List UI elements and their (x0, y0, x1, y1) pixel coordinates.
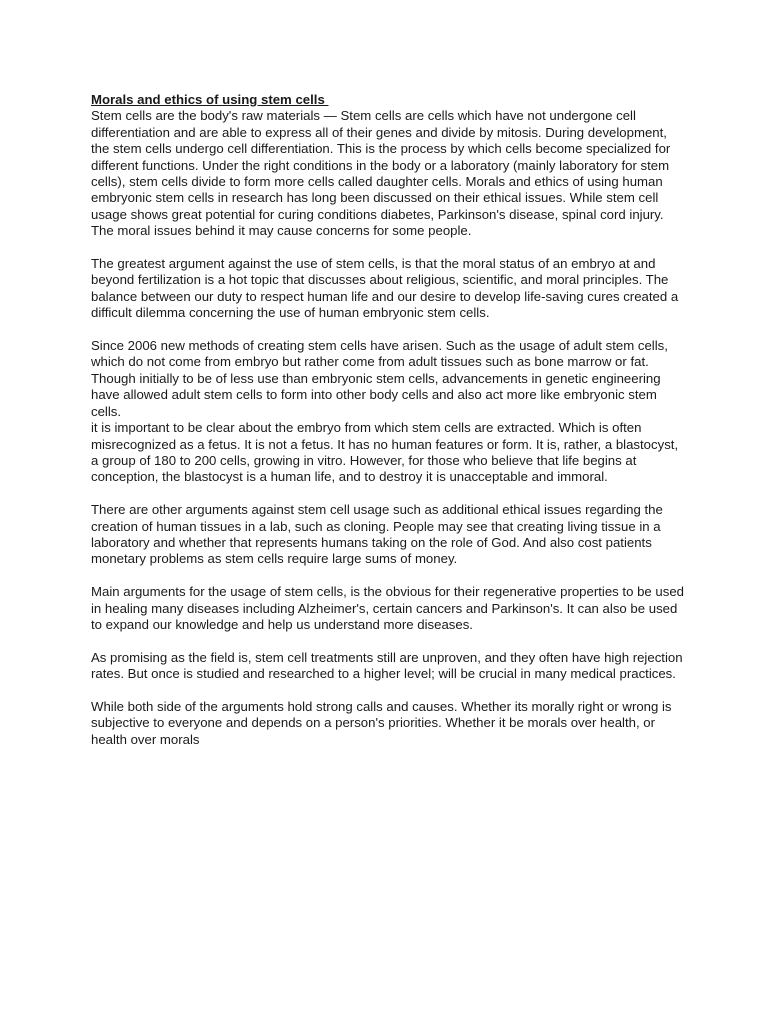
paragraph-promising: As promising as the field is, stem cell treatments still are unproven, and they often have high rejection rates. But once is studied and researched to a higher level; will be crucial in many medical practices. (91, 649, 683, 682)
paragraph-greatest-argument: The greatest argument against the use of stem cells, is that the moral status of an embryo at and beyond fertilization is a hot topic that discusses about religious, scientific, and moral principles. The balance between our duty to respect human life and our desire to develop life-saving cures created a difficult dilemma concerning the use of human embryonic stem cells. (91, 256, 679, 321)
paragraph-intro: Stem cells are the body's raw materials — Stem cells are cells which have not undergone cell differentiation and are able to express all of their genes and divide by mitosis. During development, the stem cells undergo cell differentiation. This is the process by which cells become specialized for different functions. Under the right conditions in the body or a laboratory (mainly laboratory for stem cells), stem cells divide to form more cells called daughter cells. Morals and ethics of using human embryonic stem cells in research has long been discussed on their ethical issues. While stem cell usage shows great potential for curing conditions diabetes, Parkinson's disease, spinal cord injury. The moral issues behind it may cause concerns for some people. (91, 108, 671, 239)
paragraph-embryo: it is important to be clear about the embryo from which stem cells are extracted. Which is often misrecognized as a fetus. It is not a fetus. It has no human features or form. It is, rather, a blastocyst, a group of 180 to 200 cells, growing in vitro. However, for those who believe that life begins at conception, the blastocyst is a human life, and to destroy it is unacceptable and immoral. (91, 420, 679, 485)
paragraph-other-arguments: There are other arguments against stem cell usage such as additional ethical issues regarding the creation of human tissues in a lab, such as cloning. People may see that creating living tissue in a laboratory and whether that represents humans taking on the role of God. And also cost patients monetary problems as stem cells require large sums of money. (91, 502, 663, 567)
document-title: Morals and ethics of using stem cells (91, 92, 329, 107)
paragraph-new-methods: Since 2006 new methods of creating stem cells have arisen. Such as the usage of adult stem cells, which do not come from embryo but rather come from adult tissues such as bone marrow or fat. Though initially to be of less use than embryonic stem cells, advancements in genetic engineering have allowed adult stem cells to form into other body cells and also act more like embryonic stem cells. (91, 338, 668, 419)
paragraph-conclusion: While both side of the arguments hold strong calls and causes. Whether its morally right or wrong is subjective to everyone and depends on a person's priorities. Whether it be morals over health, or health over morals (91, 698, 672, 747)
document-page (91, 92, 685, 765)
paragraph-main-arguments: Main arguments for the usage of stem cells, is the obvious for their regenerative properties to be used in healing many diseases including Alzheimer's, certain cancers and Parkinson's. It can also be used to expand our knowledge and help us understand more diseases. (91, 584, 685, 632)
